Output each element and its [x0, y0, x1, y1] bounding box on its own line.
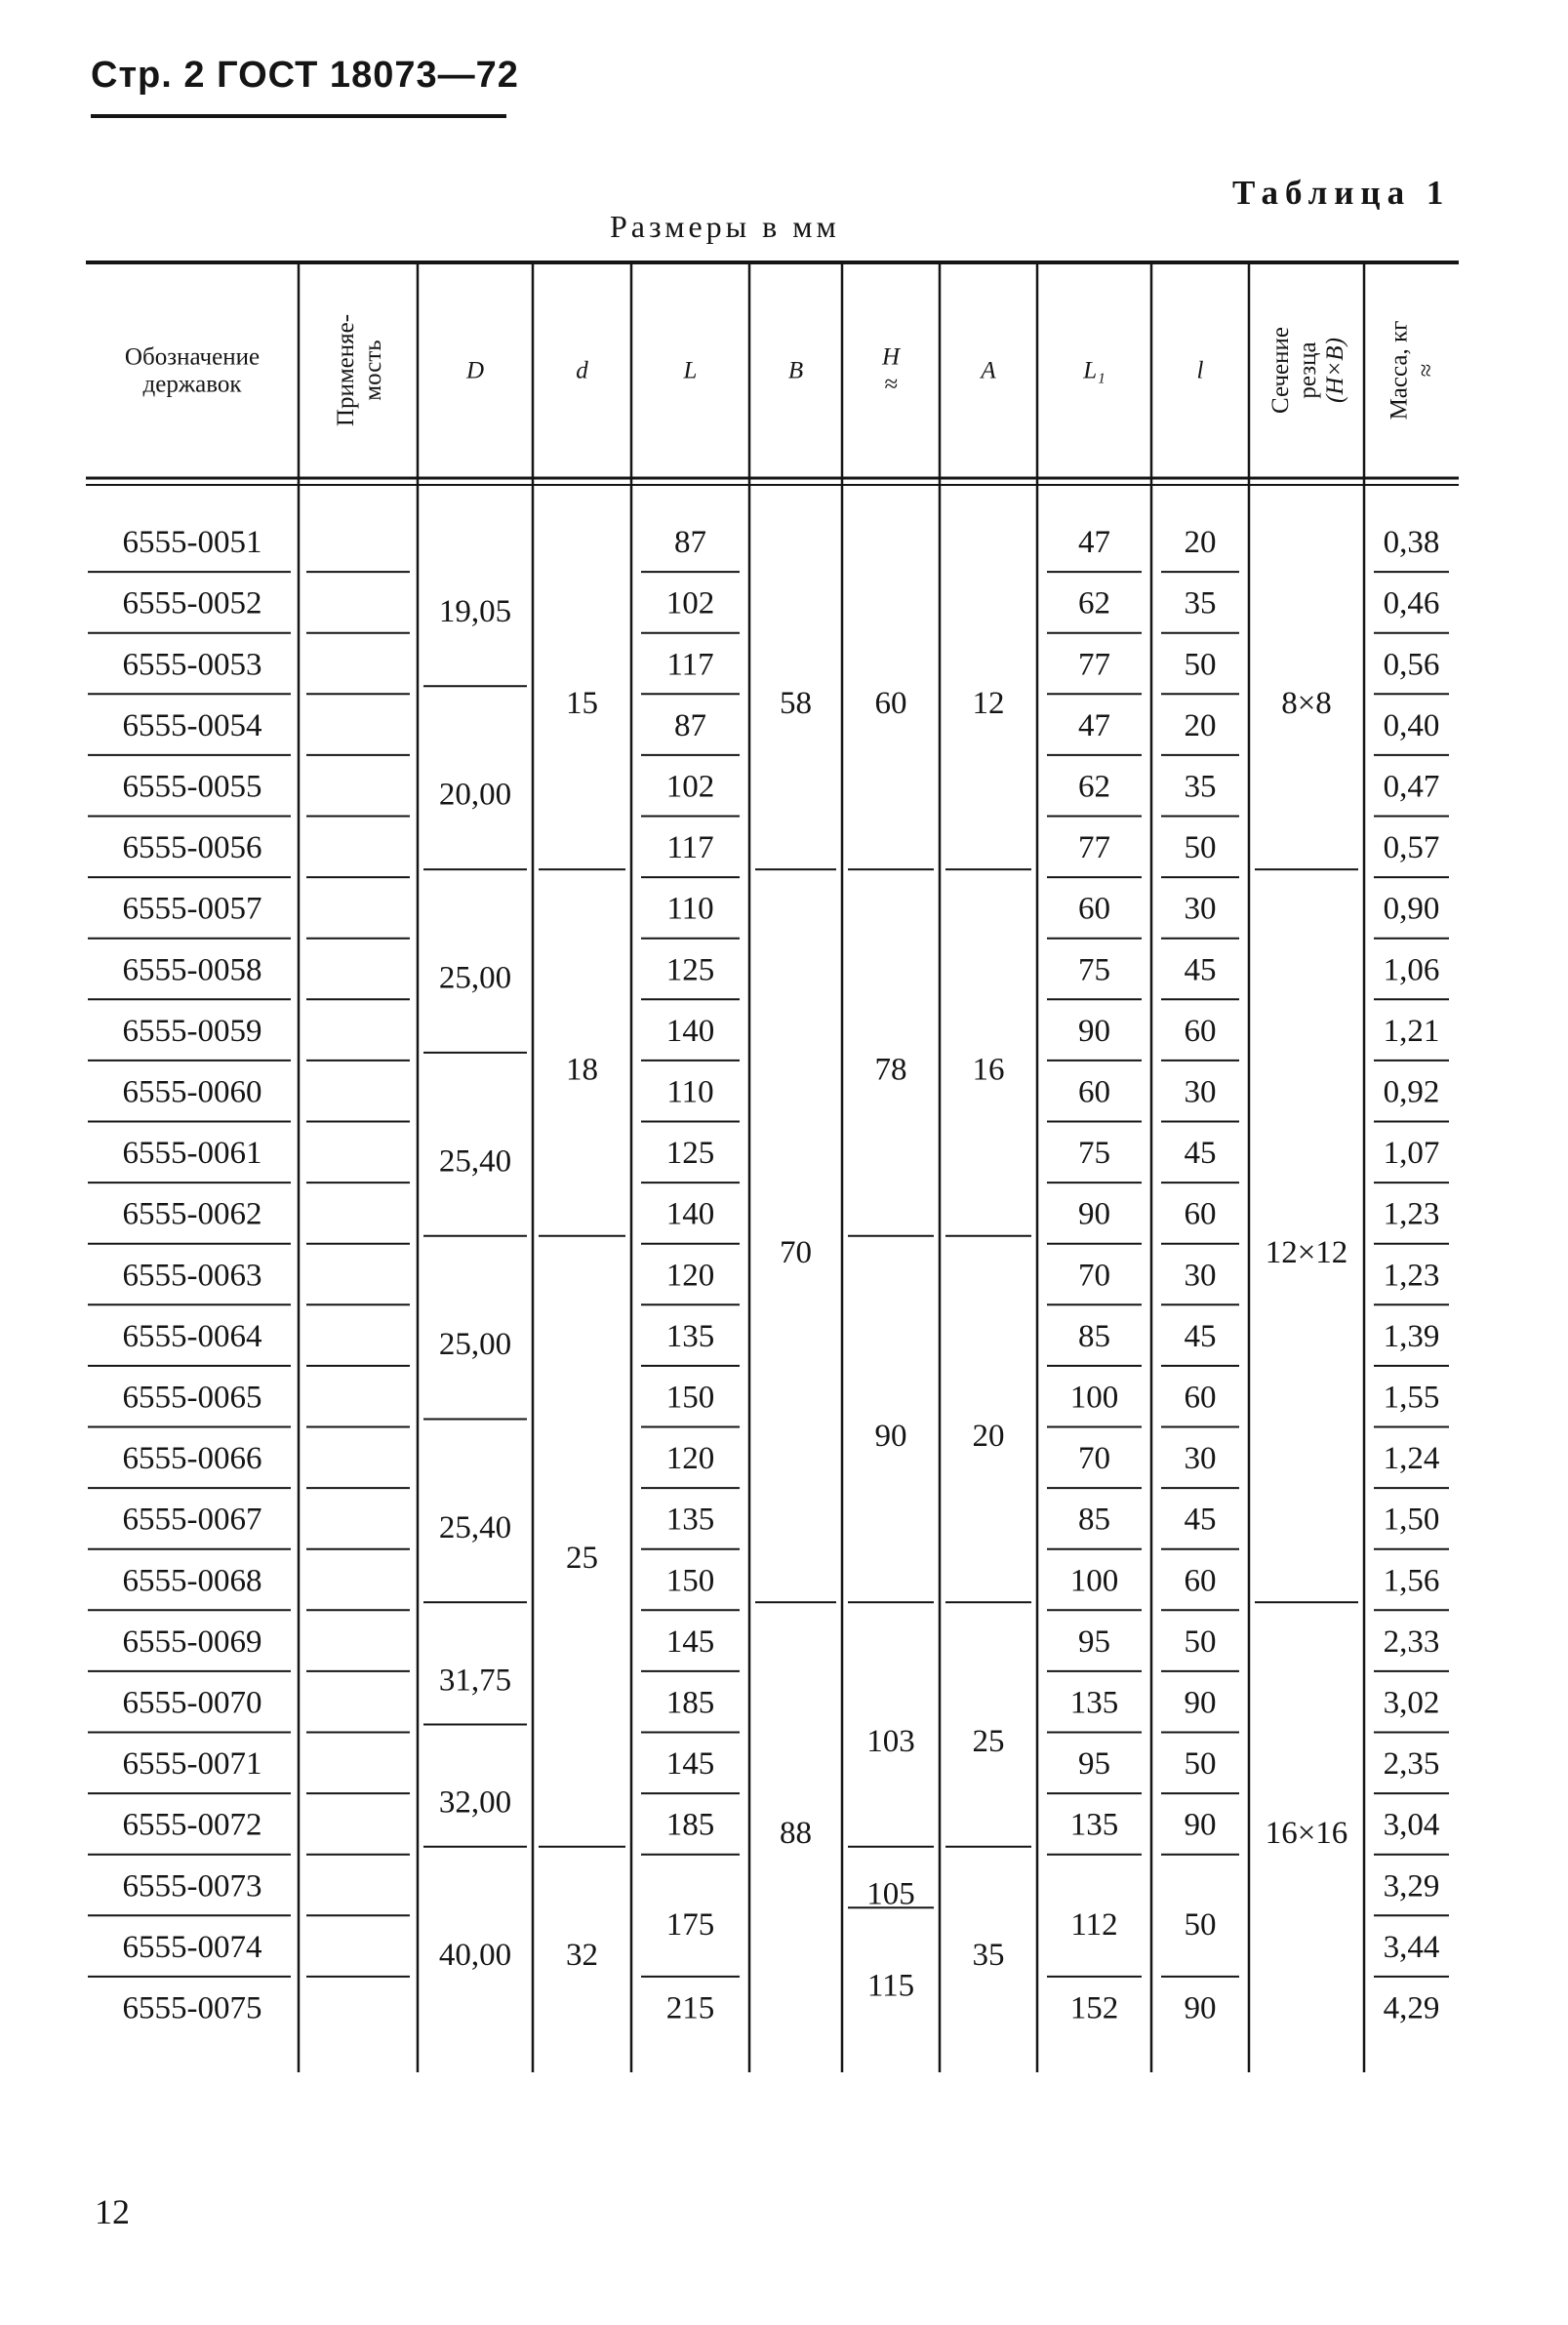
l-cell: 50 [1184, 830, 1217, 866]
mass-cell: 0,90 [1383, 891, 1440, 927]
header-D: D [465, 357, 485, 384]
mass-cell: 1,21 [1383, 1013, 1440, 1049]
designation-cell: 6555-0071 [122, 1746, 262, 1783]
mass-cell: 1,06 [1383, 952, 1440, 988]
l-cell: 60 [1184, 1380, 1217, 1416]
L1-cell: 60 [1078, 1074, 1110, 1110]
D-cell: 19,05 [438, 593, 512, 629]
section-cell: 8×8 [1281, 685, 1332, 721]
L-cell: 150 [665, 1380, 715, 1416]
L1-cell: 70 [1078, 1258, 1110, 1294]
header-H: H [881, 343, 901, 371]
header-B: B [787, 357, 804, 384]
l-cell: 35 [1184, 769, 1217, 805]
mass-cell: 0,40 [1383, 707, 1440, 743]
l-cell: 60 [1184, 1196, 1217, 1232]
L1-cell: 85 [1078, 1502, 1110, 1538]
H-cell: 60 [874, 685, 907, 721]
l-cell: 50 [1184, 647, 1217, 683]
designation-cell: 6555-0062 [122, 1196, 262, 1232]
mass-cell: 3,02 [1383, 1685, 1440, 1721]
L1-cell: 135 [1069, 1685, 1119, 1721]
mass-cell: 1,50 [1383, 1502, 1440, 1538]
d-cell: 15 [566, 685, 598, 721]
L1-cell: 100 [1069, 1380, 1119, 1416]
page-header: Стр. 2 ГОСТ 18073—72 [91, 55, 519, 96]
L-cell: 145 [665, 1623, 715, 1660]
mass-cell: 1,07 [1383, 1136, 1440, 1172]
mass-cell: 1,55 [1383, 1380, 1440, 1416]
designation-cell: 6555-0064 [122, 1318, 262, 1354]
header-d: d [576, 357, 588, 384]
L1-cell: 90 [1078, 1013, 1110, 1049]
header-mass: ≈ [1413, 363, 1440, 378]
section-cell: 16×16 [1265, 1815, 1348, 1851]
H-cell: 115 [866, 1968, 915, 2004]
L-cell: 102 [665, 769, 715, 805]
dimensions-note: Размеры в мм [610, 209, 840, 244]
l-cell: 20 [1184, 707, 1217, 743]
designation-cell: 6555-0065 [122, 1380, 262, 1416]
L-cell: 175 [665, 1906, 715, 1943]
designation-cell: 6555-0067 [122, 1502, 262, 1538]
designation-cell: 6555-0074 [122, 1929, 262, 1965]
mass-cell: 1,23 [1383, 1258, 1440, 1294]
l-cell: 35 [1184, 585, 1217, 621]
l-cell: 90 [1184, 1990, 1217, 2026]
l-cell: 30 [1184, 1441, 1217, 1477]
l-cell: 50 [1184, 1746, 1217, 1783]
d-cell: 32 [566, 1938, 598, 1974]
mass-cell: 2,33 [1383, 1623, 1440, 1660]
L1-cell: 47 [1078, 525, 1110, 561]
designation-cell: 6555-0072 [122, 1807, 262, 1843]
designation-cell: 6555-0073 [122, 1868, 262, 1904]
designation-cell: 6555-0059 [122, 1013, 262, 1049]
L-cell: 185 [665, 1807, 715, 1843]
L-cell: 120 [665, 1441, 715, 1477]
L-cell: 102 [665, 585, 715, 621]
l-cell: 45 [1184, 1502, 1217, 1538]
L-cell: 87 [674, 525, 706, 561]
l-cell: 50 [1184, 1623, 1217, 1660]
mass-cell: 0,56 [1383, 647, 1440, 683]
designation-cell: 6555-0057 [122, 891, 262, 927]
H-cell: 105 [866, 1876, 915, 1912]
designation-cell: 6555-0051 [122, 525, 262, 561]
D-cell: 31,75 [438, 1663, 512, 1699]
designation-cell: 6555-0053 [122, 647, 262, 683]
header-applicability: мость [360, 340, 386, 401]
L-cell: 145 [665, 1746, 715, 1783]
L-cell: 117 [666, 647, 714, 683]
page-number: 12 [95, 2192, 130, 2231]
designation-cell: 6555-0054 [122, 707, 262, 743]
designation-cell: 6555-0058 [122, 952, 262, 988]
L-cell: 120 [665, 1258, 715, 1294]
designation-cell: 6555-0052 [122, 585, 262, 621]
A-cell: 25 [972, 1724, 1005, 1759]
header-designation: державок [142, 371, 242, 398]
mass-cell: 4,29 [1383, 1990, 1440, 2026]
A-cell: 20 [972, 1419, 1005, 1454]
l-cell: 60 [1184, 1563, 1217, 1599]
L1-cell: 112 [1070, 1906, 1118, 1943]
designation-cell: 6555-0061 [122, 1136, 262, 1172]
L-cell: 215 [665, 1990, 715, 2026]
L-cell: 125 [665, 952, 715, 988]
L-cell: 110 [666, 891, 714, 927]
L-cell: 185 [665, 1685, 715, 1721]
L1-cell: 77 [1078, 647, 1110, 683]
mass-cell: 3,44 [1383, 1929, 1440, 1965]
mass-cell: 0,57 [1383, 830, 1440, 866]
A-cell: 35 [972, 1938, 1005, 1974]
D-cell: 25,40 [438, 1143, 512, 1180]
L1-cell: 95 [1078, 1623, 1110, 1660]
l-cell: 20 [1184, 525, 1217, 561]
d-cell: 25 [566, 1541, 598, 1577]
L1-cell: 77 [1078, 830, 1110, 866]
L1-cell: 75 [1078, 1136, 1110, 1172]
designation-cell: 6555-0075 [122, 1990, 262, 2026]
L1-cell: 75 [1078, 952, 1110, 988]
B-cell: 70 [780, 1235, 812, 1271]
header-mass: Масса, кг [1386, 320, 1413, 421]
L1-cell: 135 [1069, 1807, 1119, 1843]
mass-cell: 3,29 [1383, 1868, 1440, 1904]
l-cell: 90 [1184, 1807, 1217, 1843]
D-cell: 25,00 [438, 1327, 512, 1363]
mass-cell: 3,04 [1383, 1807, 1440, 1843]
designation-cell: 6555-0056 [122, 830, 262, 866]
designation-cell: 6555-0068 [122, 1563, 262, 1599]
header-section: Сечение [1267, 327, 1294, 414]
L1-cell: 90 [1078, 1196, 1110, 1232]
l-cell: 30 [1184, 1074, 1217, 1110]
L-cell: 140 [665, 1013, 715, 1049]
B-cell: 88 [780, 1815, 812, 1851]
l-cell: 60 [1184, 1013, 1217, 1049]
designation-cell: 6555-0070 [122, 1685, 262, 1721]
H-cell: 103 [866, 1724, 915, 1759]
header-H: ≈ [884, 371, 898, 398]
l-cell: 90 [1184, 1685, 1217, 1721]
l-cell: 30 [1184, 891, 1217, 927]
L1-cell: 85 [1078, 1318, 1110, 1354]
L-cell: 125 [665, 1136, 715, 1172]
designation-cell: 6555-0066 [122, 1441, 262, 1477]
mass-cell: 2,35 [1383, 1746, 1440, 1783]
L-cell: 150 [665, 1563, 715, 1599]
L1-cell: 100 [1069, 1563, 1119, 1599]
designation-cell: 6555-0063 [122, 1258, 262, 1294]
mass-cell: 1,23 [1383, 1196, 1440, 1232]
L-cell: 87 [674, 707, 706, 743]
D-cell: 32,00 [438, 1784, 512, 1821]
header-section: резца [1295, 341, 1321, 399]
header-L1: L₁ [1083, 357, 1106, 384]
L-cell: 135 [665, 1502, 715, 1538]
mass-cell: 1,56 [1383, 1563, 1440, 1599]
section-cell: 12×12 [1265, 1235, 1348, 1271]
mass-cell: 1,24 [1383, 1441, 1440, 1477]
header-L: L [683, 357, 698, 384]
mass-cell: 0,46 [1383, 585, 1440, 621]
L1-cell: 62 [1078, 769, 1110, 805]
mass-cell: 0,92 [1383, 1074, 1440, 1110]
A-cell: 16 [972, 1052, 1005, 1088]
l-cell: 45 [1184, 952, 1217, 988]
designation-cell: 6555-0069 [122, 1623, 262, 1660]
L-cell: 117 [666, 830, 714, 866]
mass-cell: 1,39 [1383, 1318, 1440, 1354]
header-l: l [1196, 357, 1204, 384]
L-cell: 110 [666, 1074, 714, 1110]
B-cell: 58 [780, 685, 812, 721]
d-cell: 18 [566, 1052, 598, 1088]
L1-cell: 47 [1078, 707, 1110, 743]
table-title: Таблица 1 [1232, 174, 1451, 212]
L1-cell: 60 [1078, 891, 1110, 927]
l-cell: 45 [1184, 1318, 1217, 1354]
l-cell: 50 [1184, 1906, 1217, 1943]
D-cell: 40,00 [438, 1938, 512, 1974]
mass-cell: 0,38 [1383, 525, 1440, 561]
designation-cell: 6555-0055 [122, 769, 262, 805]
L-cell: 140 [665, 1196, 715, 1232]
H-cell: 90 [874, 1419, 907, 1454]
A-cell: 12 [972, 685, 1005, 721]
L1-cell: 62 [1078, 585, 1110, 621]
H-cell: 78 [874, 1052, 907, 1088]
L1-cell: 95 [1078, 1746, 1110, 1783]
header-A: A [981, 357, 996, 384]
D-cell: 25,40 [438, 1509, 512, 1545]
L1-cell: 152 [1069, 1990, 1119, 2026]
L1-cell: 70 [1078, 1441, 1110, 1477]
D-cell: 20,00 [438, 777, 512, 813]
l-cell: 45 [1184, 1136, 1217, 1172]
header-applicability: Применяе- [333, 313, 359, 427]
mass-cell: 0,47 [1383, 769, 1440, 805]
D-cell: 25,00 [438, 960, 512, 996]
L-cell: 135 [665, 1318, 715, 1354]
designation-cell: 6555-0060 [122, 1074, 262, 1110]
header-designation: Обозначение [124, 343, 261, 371]
header-section: (H×B) [1322, 338, 1348, 403]
l-cell: 30 [1184, 1258, 1217, 1294]
